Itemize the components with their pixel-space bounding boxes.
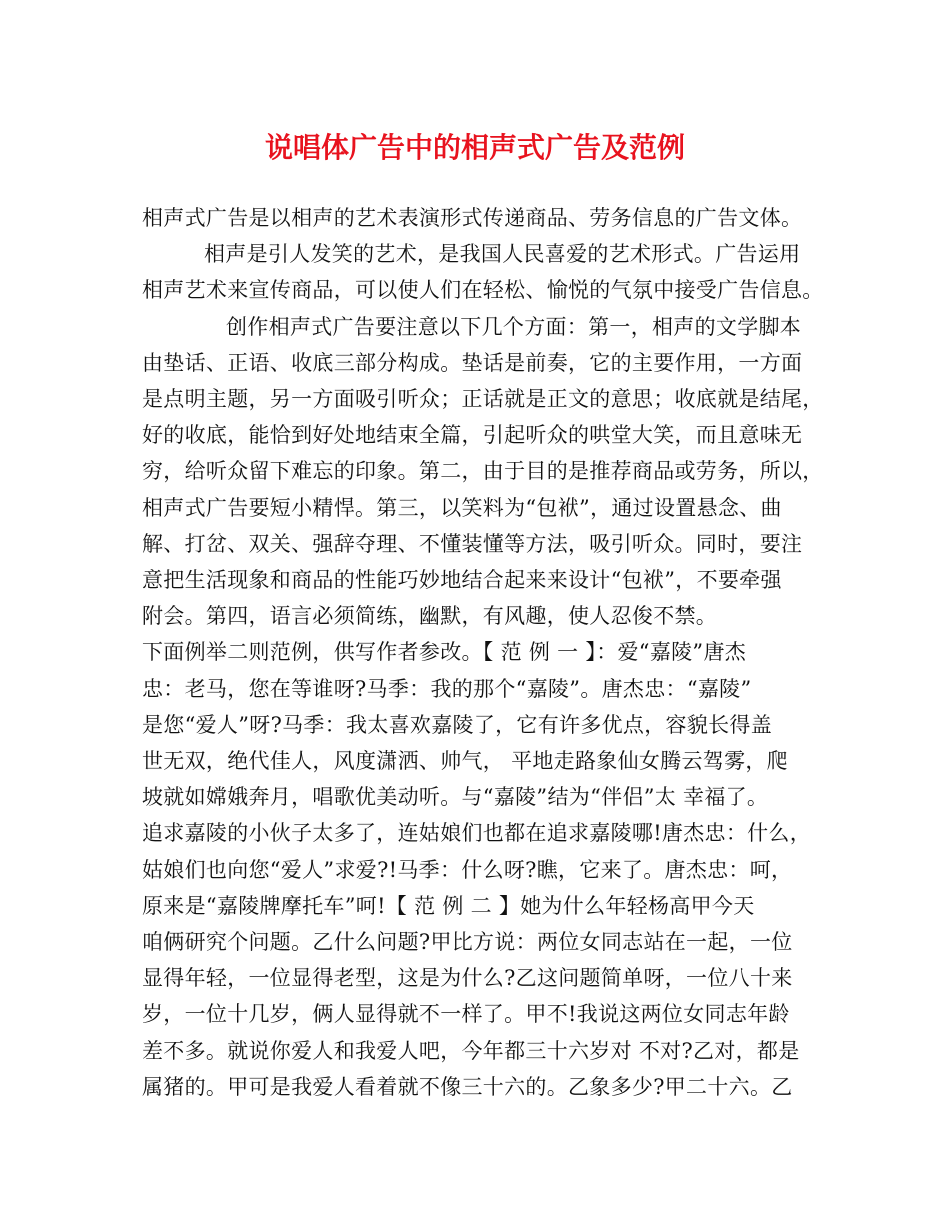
body-text-line: 原来是“嘉陵牌摩托车”呵!【 范 例 二 】她为什么年轻杨高甲今天 bbox=[142, 893, 755, 918]
body-text-line: 相声艺术来宣传商品，可以使人们在轻松、愉悦的气氛中接受广告信息。 bbox=[142, 278, 824, 303]
body-text-line: 好的收底，能恰到好处地结束全篇，引起听众的哄堂大笑，而且意味无 bbox=[142, 423, 803, 448]
body-text-line: 世无双，绝代佳人，风度潇洒、帅气， 平地走路象仙女腾云驾雾，爬 bbox=[142, 749, 788, 773]
body-text-line: 附会。第四，语言必须简练，幽默，有风趣，使人忍俊不禁。 bbox=[142, 604, 718, 629]
body-text-line: 创作相声式广告要注意以下几个方面：第一，相声的文学脚本 bbox=[226, 314, 802, 339]
body-text-line: 意把生活现象和商品的性能巧妙地结合起来来设计“包袱”，不要牵强 bbox=[142, 568, 782, 592]
body-text-line: 坡就如嫦娥奔月，唱歌优美动听。与“嘉陵”结为“伴侣”太 幸福了。 bbox=[142, 785, 769, 810]
document-title: 说唱体广告中的相声式广告及范例 bbox=[264, 131, 685, 164]
body-text-line: 相声式广告要短小精悍。第三，以笑料为“包袱”，通过设置悬念、曲 bbox=[142, 495, 782, 520]
body-text-line: 岁，一位十几岁，俩人显得就不一样了。甲不!我说这两位女同志年龄 bbox=[142, 1002, 790, 1027]
body-text-line: 下面例举二则范例，供写作者参改。【 范 例 一 】：爱“嘉陵”唐杰 bbox=[142, 640, 747, 665]
body-text-line: 差不多。就说你爱人和我爱人吧，今年都三十六岁对 不对?乙对，都是 bbox=[142, 1038, 800, 1063]
body-text-line: 咱俩研究个问题。乙什么问题?甲比方说：两位女同志站在一起，一位 bbox=[142, 930, 793, 954]
body-text-line: 是您“爱人”呀?马季：我太喜欢嘉陵了，它有许多优点，容貌长得盖 bbox=[142, 712, 773, 737]
body-text-line: 由垫话、正语、收底三部分构成。垫话是前奏，它的主要作用，一方面 bbox=[142, 350, 803, 375]
body-text-line: 属猪的。甲可是我爱人看着就不像三十六的。乙象多少?甲二十六。乙 bbox=[142, 1074, 793, 1099]
body-text-line: 解、打岔、双关、强辞夺理、不懂装懂等方法，吸引听众。同时，要注 bbox=[142, 531, 803, 556]
body-text-line: 追求嘉陵的小伙子太多了，连姑娘们也都在追求嘉陵哪!唐杰忠：什么， bbox=[142, 821, 812, 846]
body-text-line: 是点明主题，另一方面吸引听众；正话就是正文的意思；收底就是结尾， bbox=[142, 387, 824, 411]
body-text-line: 相声是引人发笑的艺术，是我国人民喜爱的艺术形式。广告运用 bbox=[204, 242, 801, 267]
body-text-line: 忠：老马，您在等谁呀?马季：我的那个“嘉陵”。唐杰忠：“嘉陵” bbox=[142, 676, 752, 701]
body-text-line: 姑娘们也向您“爱人”求爱?!马季：什么呀?瞧，它来了。唐杰忠：呵， bbox=[142, 857, 793, 882]
body-text-line: 显得年轻，一位显得老型，这是为什么?乙这问题简单呀，一位八十来 bbox=[142, 966, 793, 991]
body-text-line: 相声式广告是以相声的艺术表演形式传递商品、劳务信息的广告文体。 bbox=[142, 206, 803, 230]
body-text-line: 穷，给听众留下难忘的印象。第二，由于目的是推荐商品或劳务，所以， bbox=[142, 459, 824, 484]
